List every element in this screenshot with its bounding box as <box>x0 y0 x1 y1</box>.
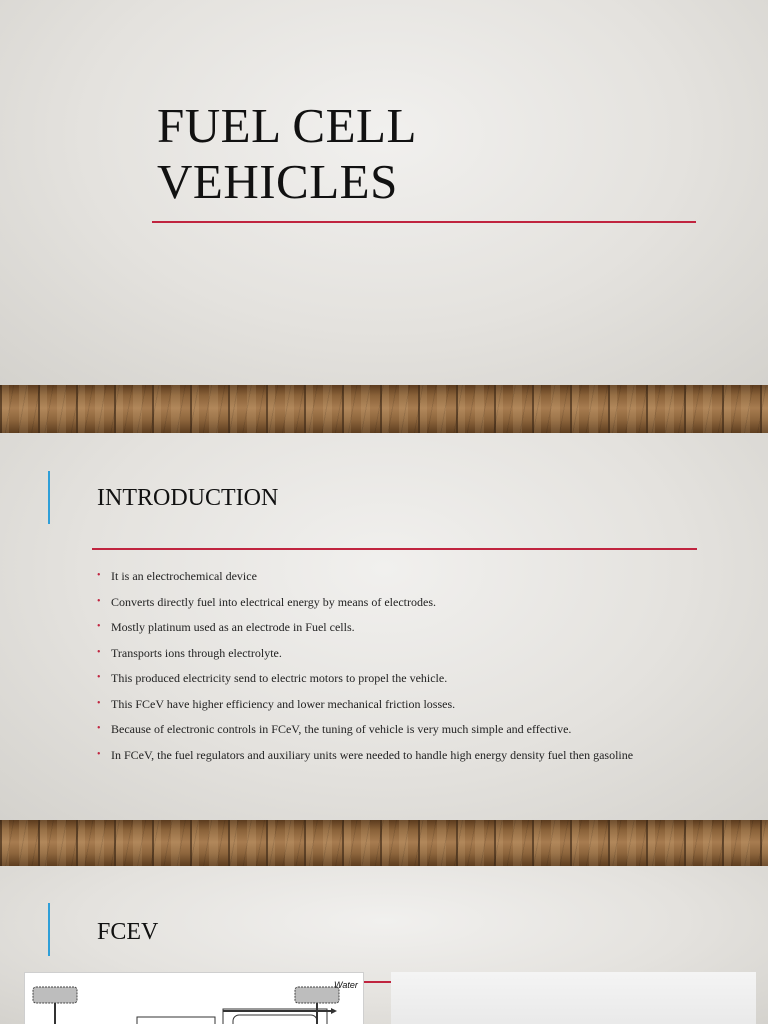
accent-bar <box>48 471 50 524</box>
water-label: Water <box>334 980 358 990</box>
slide-heading: FCEV <box>97 919 159 945</box>
title-underline <box>152 221 696 223</box>
accent-bar <box>48 903 50 956</box>
bullet-icon: • <box>97 570 101 581</box>
bullet-icon: • <box>97 595 101 607</box>
fcev-diagram-drawing <box>25 973 363 1024</box>
bullet-icon: • <box>97 748 101 760</box>
list-item: • Transports ions through electrolyte. <box>96 643 666 663</box>
fcev-slide <box>0 866 768 1024</box>
vehicle-photo <box>391 972 756 1024</box>
bullet-icon: • <box>97 672 101 683</box>
list-item: • Mostly platinum used as an electrode in Fuel cells. <box>96 617 666 637</box>
list-item: • Converts directly fuel into electrical energy by means of electrodes. <box>96 592 666 612</box>
heading-underline <box>362 981 391 983</box>
bullet-icon: • <box>97 646 101 658</box>
list-item: • This FCeV have higher efficiency and lower mechanical friction losses. <box>96 694 666 714</box>
heading-underline <box>92 548 697 550</box>
bullet-icon: • <box>97 723 101 734</box>
list-item: • It is an electrochemical device <box>96 566 666 586</box>
slide-heading: INTRODUCTION <box>97 485 279 511</box>
introduction-slide <box>0 433 768 820</box>
wood-floor-divider <box>0 385 768 433</box>
bullet-icon: • <box>97 697 101 709</box>
wood-floor-divider <box>0 820 768 866</box>
list-item: • This produced electricity send to electric motors to propel the vehicle. <box>96 668 666 688</box>
title-slide <box>0 0 768 385</box>
fcev-diagram <box>24 972 364 1024</box>
list-item: • Because of electronic controls in FCeV, the tuning of vehicle is very much simple and effective. <box>96 719 666 739</box>
list-item: • In FCeV, the fuel regulators and auxiliary units were needed to handle high energy density fuel then gasoline <box>96 745 666 765</box>
bullet-list <box>96 566 666 770</box>
slide-title: FUEL CELL VEHICLES <box>157 98 417 209</box>
bullet-icon: • <box>97 621 101 632</box>
